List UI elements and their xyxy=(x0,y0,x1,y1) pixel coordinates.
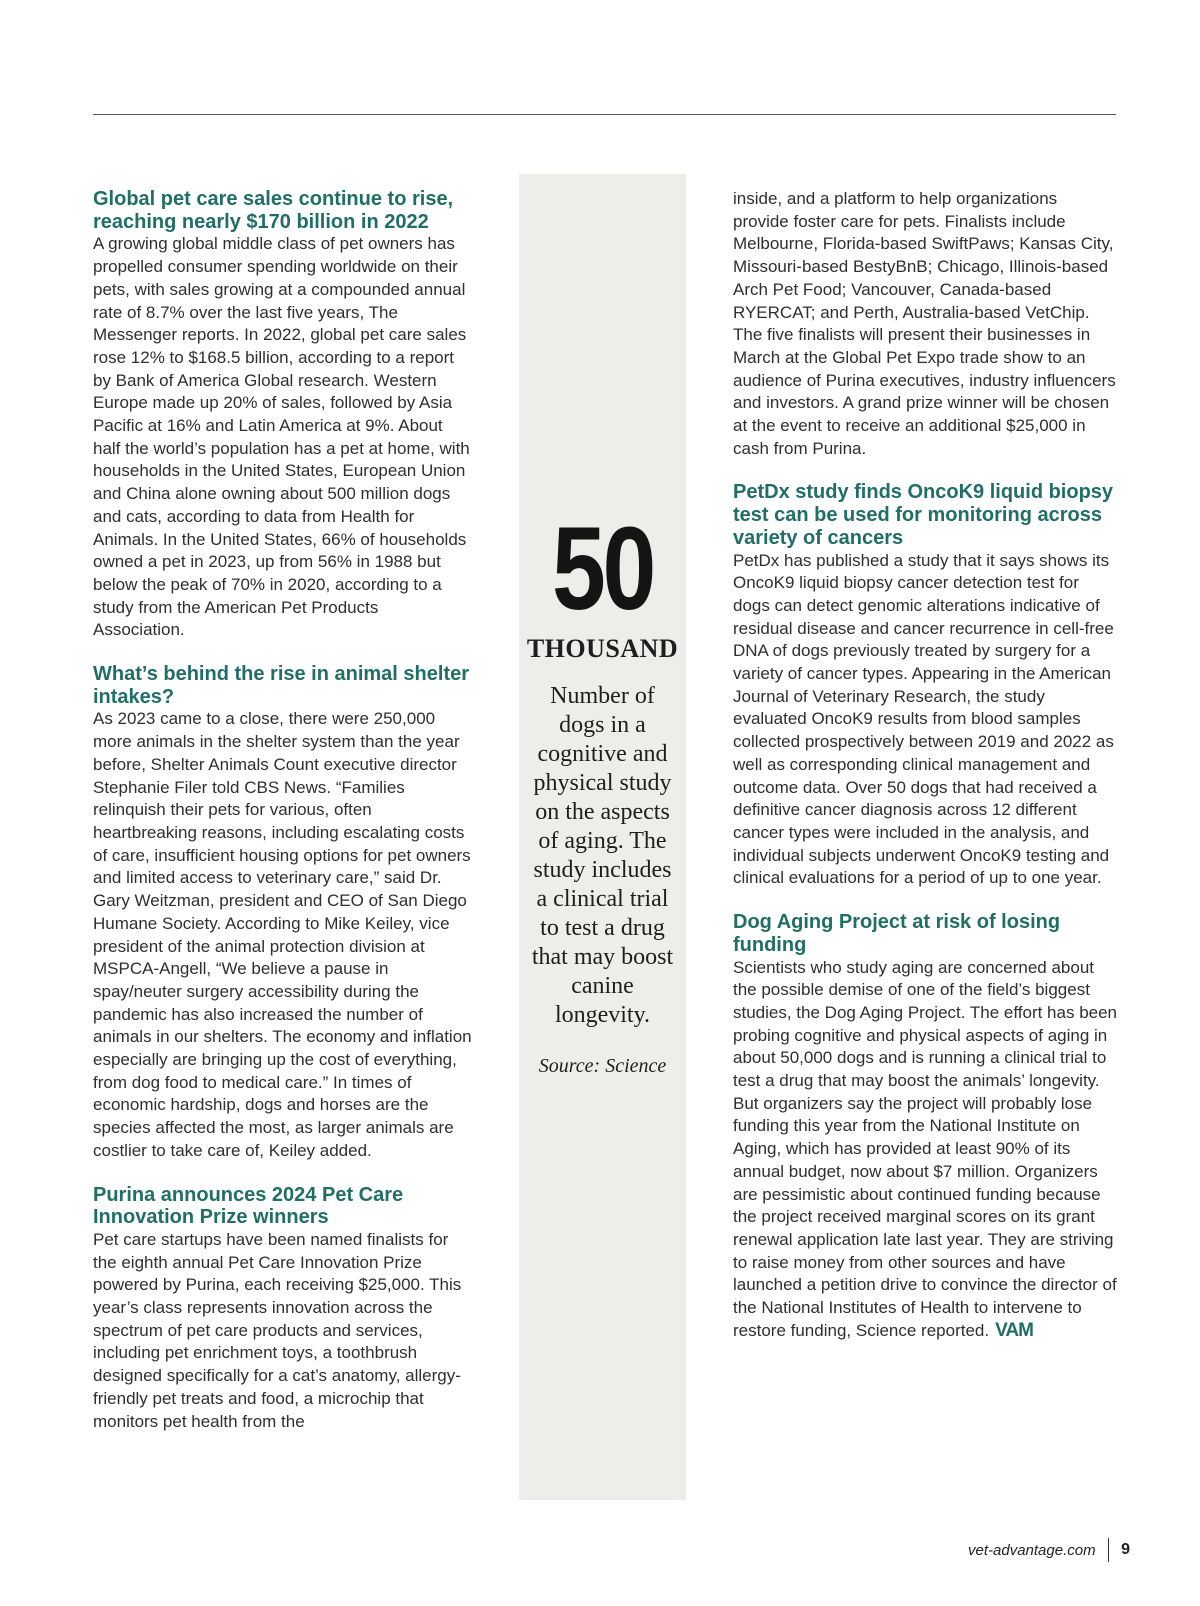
stat-description: Number of dogs in a cognitive and physical study on the aspects of aging. The study includes a clinical trial to test a drug that may boost canine longevity. xyxy=(531,683,674,1028)
article-headline: Dog Aging Project at risk of losing funding xyxy=(733,911,1061,956)
article-body: Pet care startups have been named finalists for the eighth annual Pet Care Innovation Prize powered by Purina, each receiving $25,000. This year’s class represents innovation across the spectrum of pet care products and services, including pet enrichment toys, a toothbrush designed specifically for a cat’s anatomy, allergy-friendly pet treats and food, a microchip that monitors pet health from the xyxy=(93,1229,462,1431)
article-purina-prize-continued xyxy=(733,188,1117,460)
article-headline: Purina announces 2024 Pet Care Innovation Prize winners xyxy=(93,1183,404,1229)
article-body-wrap xyxy=(733,957,1117,1343)
footer-divider xyxy=(1108,1538,1110,1562)
left-column xyxy=(93,188,473,1454)
stat-number: 50 xyxy=(551,503,654,635)
page-footer xyxy=(968,1538,1130,1562)
article-body: PetDx has published a study that it says shows its OncoK9 liquid biopsy cancer detection test for dogs can detect genomic alterations indicative of residual disease and cancer recurrence in cell-free DNA of dogs previously treated by surgery for a variety of cancer types. Appearing in the American Journal of Veterinary Research, the study evaluated OncoK9 results from blood samples collected prospectively between 2019 and 2022 as well as corresponding clinical management and outcome data. Over 50 dogs that had received a definitive cancer diagnosis across 12 different cancer types were included in the analysis, and individual subjects underwent OncoK9 testing and clinical evaluations for a period of up to one year. xyxy=(733,550,1114,888)
footer-website[interactable]: vet-advantage.com xyxy=(968,1541,1096,1559)
article-pet-care-sales xyxy=(93,188,473,642)
article-headline: PetDx study finds OncoK9 liquid biopsy test can be used for monitoring across variety of cancers xyxy=(733,481,1114,549)
vam-logo: VAM xyxy=(995,1319,1033,1341)
stat-unit: THOUSAND xyxy=(526,634,679,663)
article-body: A growing global middle class of pet owners has propelled consumer spending worldwide on their pets, with sales growing at a compounded annual rate of 8.7% over the last five years, The Messenger reports. In 2022, global pet care sales rose 12% to $168.5 billion, according to a report by Bank of America Global research. Western Europe made up 20% of sales, followed by Asia Pacific at 16% and Latin America at 9%. About half the world’s population has a pet at home, with households in the United States, European Union and China alone owning about 500 million dogs and cats, according to data from Health for Animals. In the United States, 66% of households owned a pet in 2023, up from 56% in 1988 but below the peak of 70% in 2020, according to a study from the American Pet Products Association. xyxy=(93,234,470,640)
article-body: inside, and a platform to help organizations provide foster care for pets. Finalists include Melbourne, Florida-based SwiftPaws; Kansas City, Missouri-based BestyBnB; Chicago, Illinois-based Arch Pet Food; Vancouver, Canada-based RYERCAT; and Perth, Australia-based VetChip. The five finalists will present their businesses in March at the Global Pet Expo trade show to an audience of Purina executives, industry influencers and investors. A grand prize winner will be chosen at the event to receive an additional $25,000 in cash from Purina. xyxy=(733,189,1116,458)
stat-sidebar xyxy=(519,174,686,1500)
top-rule xyxy=(93,114,1116,115)
page-number: 9 xyxy=(1121,1541,1130,1558)
stat-source: Source: Science xyxy=(538,1055,667,1077)
article-body: Scientists who study aging are concerned about the possible demise of one of the field’s biggest studies, the Dog Aging Project. The effort has been probing cognitive and physical aspects of aging in about 50,000 dogs and is running a clinical trial to test a drug that may boost the animals’ longevity. But organizers say the project will probably lose funding this year from the National Institute on Aging, which has provided at least 90% of its annual budget, now about $7 million. Organizers are pessimistic about continued funding because the project received marginal scores on its grant renewal application late last year. They are striving to raise money from other sources and have launched a petition drive to convince the director of the National Institutes of Health to intervene to restore funding, Science reported. xyxy=(733,957,1118,1340)
article-shelter-intakes xyxy=(93,663,473,1162)
article-dog-aging-project xyxy=(733,911,1117,1342)
article-headline: Global pet care sales continue to rise, reaching nearly $170 billion in 2022 xyxy=(93,188,454,233)
article-headline: What’s behind the rise in animal shelter intakes? xyxy=(93,663,470,708)
right-column xyxy=(733,188,1117,1363)
article-body: As 2023 came to a close, there were 250,000 more animals in the shelter system than the year before, Shelter Animals Count executive director Stephanie Filer told CBS News. “Families relinquish their pets for various, often heartbreaking reasons, including escalating costs of care, insufficient housing options for pet owners and limited access to veterinary care,” said Dr. Gary Weitzman, president and CEO of San Diego Humane Society. According to Mike Keiley, vice president of the animal protection division at MSPCA-Angell, “We believe a pause in spay/neuter surgery accessibility during the pandemic has also increased the number of animals in our shelters. The economy and inflation especially are bringing up the cost of everything, from dog food to medical care.” In times of economic hardship, dogs and horses are the species affected the most, as larger animals are costlier to take care of, Keiley added. xyxy=(93,709,472,1160)
article-petdx-study xyxy=(733,481,1117,890)
article-purina-prize xyxy=(93,1184,473,1434)
